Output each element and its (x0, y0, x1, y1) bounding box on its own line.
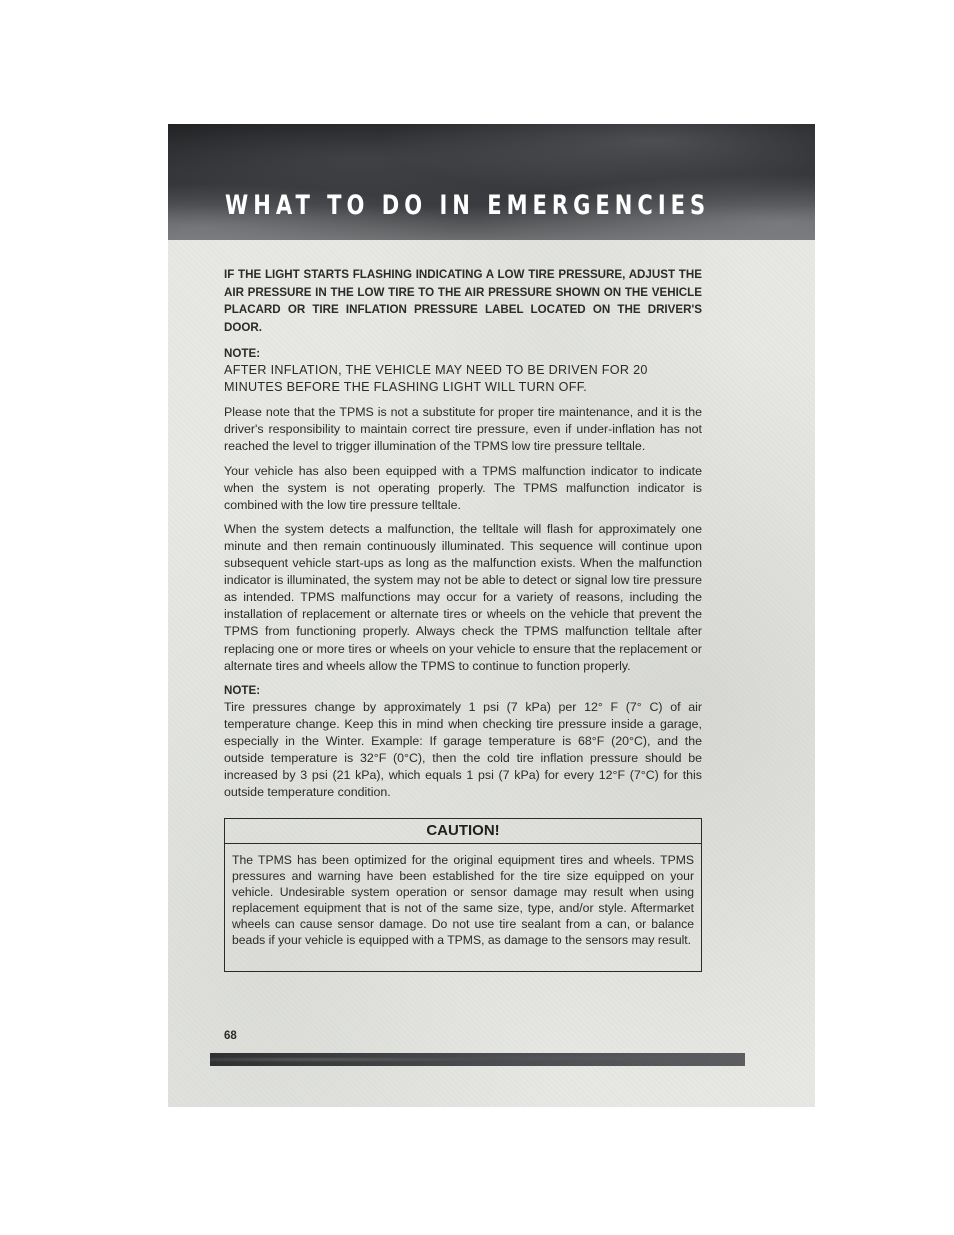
caution-box (224, 818, 702, 972)
paragraph-malfunction-indicator: Your vehicle has also been equipped with a TPMS malfunction indicator to indicate when the system is not operating properly. The TPMS malfunction indicator is combined with the low tire pressure telltale. (224, 463, 702, 512)
manual-page (168, 124, 815, 1107)
body-content (224, 266, 702, 808)
note-label: NOTE: (224, 347, 261, 360)
section-header-banner (168, 124, 815, 240)
section-title: WHAT TO DO IN EMERGENCIES (225, 190, 711, 221)
note-text-temperature: Tire pressures change by approximately 1 psi (7 kPa) per 12° F (7° C) of air temperature change. Keep this in mind when checking tire pressure inside a garage, especially in the Winter. Example: If garage temperature is 68°F (20°C), and the outside temperature is 32°F (0°C), then the cold tire inflation pressure should be increased by 3 psi (21 kPa), which equals 1 psi (7 kPa) for every 12°F (7°C) for this outside temperature condition. (224, 699, 702, 800)
note-label: NOTE: (224, 683, 261, 697)
paragraph-malfunction-detection: When the system detects a malfunction, the telltale will flash for approximately one minute and then remain continuously illuminated. This sequence will continue upon subsequent vehicle start-ups as long as the malfunction exists. When the malfunction indicator is illuminated, the system may not be able to detect or signal low tire pressure as intended. TPMS malfunctions may occur for a variety of reasons, including the installation of replacement or alternate tires or wheels on the vehicle that prevent the TPMS from functioning properly. Always check the TPMS malfunction telltale after replacing one or more tires or wheels on your vehicle to ensure that the replacement or alternate tires and wheels allow the TPMS to continue to function properly. (224, 521, 702, 673)
footer-bar (210, 1053, 745, 1066)
caution-text: The TPMS has been optimized for the original equipment tires and wheels. TPMS pressures and warning have been established for the tire size equipped on your vehicle. Undesirable system operation or sensor damage may result when using replacement equipment that is not of the same size, type, and/or style. Aftermarket wheels can cause sensor damage. Do not use tire sealant from a can, or balance beads if your vehicle is equipped with a TPMS, as damage to the sensors may result. (232, 853, 694, 947)
caution-title: CAUTION! (225, 819, 701, 844)
page-number: 68 (224, 1030, 237, 1042)
paragraph-tpms-substitute: Please note that the TPMS is not a substitute for proper tire maintenance, and it is the driver's responsibility to maintain correct tire pressure, even if under-inflation has not reached the level to trigger illumination of the TPMS low tire pressure telltale. (224, 405, 702, 454)
lead-warning-paragraph: IF THE LIGHT STARTS FLASHING INDICATING A LOW TIRE PRESSURE, ADJUST THE AIR PRESSURE IN THE LOW TIRE TO THE AIR PRESSURE SHOWN ON THE VEHICLE PLACARD OR TIRE INFLATION PRESSURE LABEL LOCATED ON THE DRIVER'S DOOR. (224, 268, 702, 334)
note-text: AFTER INFLATION, THE VEHICLE MAY NEED TO BE DRIVEN FOR 20 MINUTES BEFORE THE FLASHING LIGHT WILL TURN OFF. (224, 363, 648, 395)
